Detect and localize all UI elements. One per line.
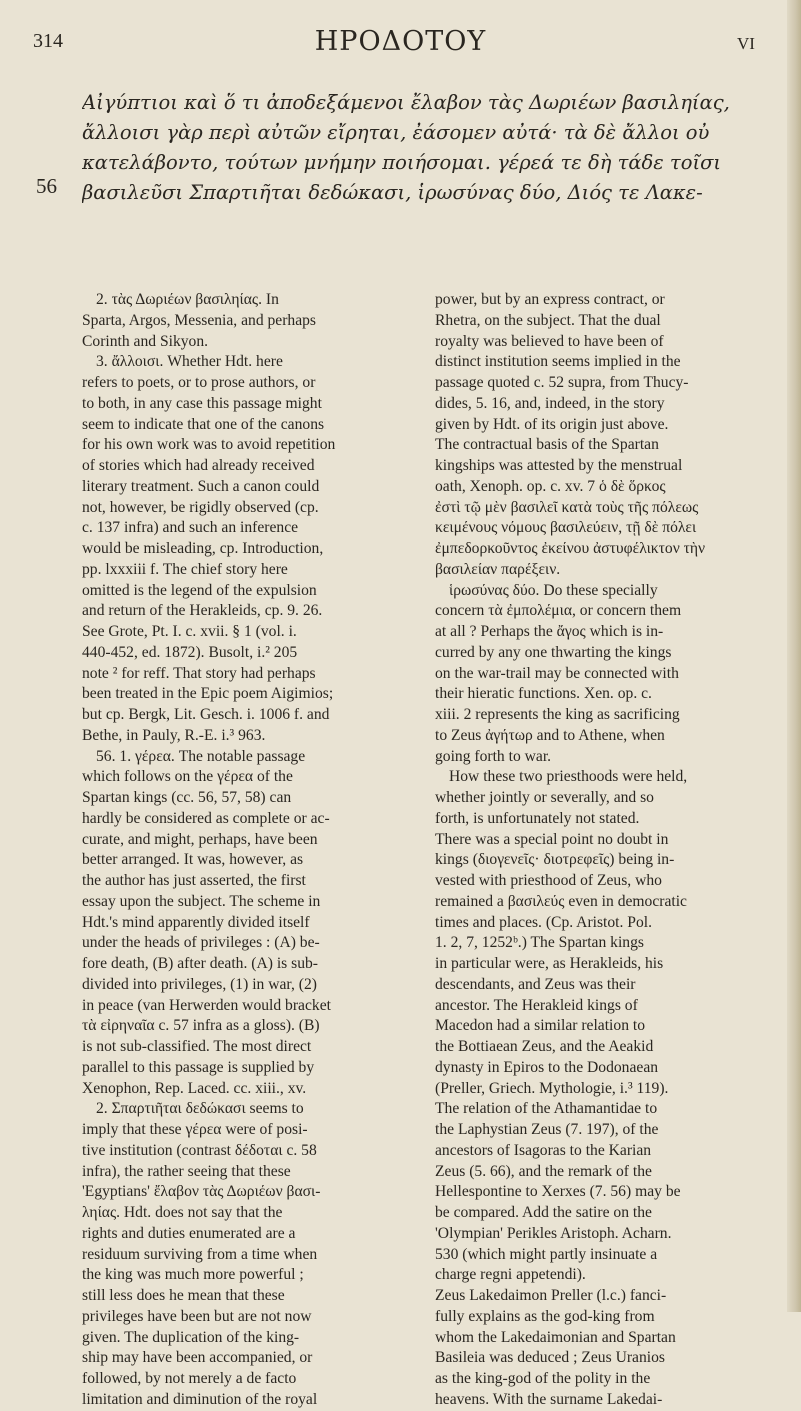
note-line: (Preller, Griech. Mythologie, i.³ 119). xyxy=(435,1079,669,1097)
note-line: whether jointly or severally, and so xyxy=(435,789,654,806)
note-line: hardly be considered as complete or ac- xyxy=(82,809,330,827)
note-line: in peace (van Herwerden would bracket xyxy=(82,996,331,1014)
note-line: royalty was believed to have been of xyxy=(435,332,664,350)
note-line: dynasty in Epiros to the Dodonaean xyxy=(435,1058,659,1076)
note-line: Zeus (5. 66), and the remark of the xyxy=(435,1162,652,1180)
note-line: essay upon the subject. The scheme in xyxy=(82,892,321,910)
note-line: been treated in the Epic poem Aigimios; xyxy=(82,685,334,703)
note-line: passage quoted c. 52 supra, from Thucy- xyxy=(435,374,689,391)
note-line: at all ? Perhaps the ἄγος which is in- xyxy=(435,623,664,640)
note-line: the Laphystian Zeus (7. 197), of the xyxy=(435,1121,659,1138)
note-line: under the heads of privileges : (A) be- xyxy=(82,934,320,952)
note-line: would be misleading, cp. Introduction, xyxy=(82,540,324,557)
note-line: dides, 5. 16, and, indeed, in the story xyxy=(435,394,665,412)
note-line: ἱρωσύνας δύο. Do these specially xyxy=(449,581,658,599)
note-line: curate, and might, perhaps, have been xyxy=(82,830,318,848)
note-line: There was a special point no doubt in xyxy=(435,830,669,848)
note-line: ship may have been accompanied, or xyxy=(82,1349,313,1367)
note-line: forth, is unfortunately not stated. xyxy=(435,809,640,827)
note-line: Spartan kings (cc. 56, 57, 58) can xyxy=(82,789,292,806)
note-line: fore death, (B) after death. (A) is sub- xyxy=(82,955,318,972)
note-line: fully explains as the god-king from xyxy=(435,1307,655,1325)
note-line: of stories which had already received xyxy=(82,457,315,474)
note-line: 2. τὰς Δωριέων βασιληίας. In xyxy=(96,291,279,308)
note-line: their hieratic functions. Xen. op. c. xyxy=(435,685,652,703)
note-line: be compared. Add the satire on the xyxy=(435,1204,652,1221)
note-line: 440-452, ed. 1872). Busolt, i.² 205 xyxy=(82,643,298,661)
note-line: ἐστὶ τῷ μὲν βασιλεῖ κατὰ τοὺς τῆς πόλεως xyxy=(435,498,699,516)
note-line: whom the Lakedaimonian and Spartan xyxy=(435,1328,676,1346)
note-line: Corinth and Sikyon. xyxy=(82,332,209,350)
note-line: which follows on the γέρεα of the xyxy=(82,768,293,786)
note-line: κειμένους νόμους βασιλεύειν, τῇ δὲ πόλει xyxy=(435,519,697,537)
note-line: distinct institution seems implied in the xyxy=(435,353,681,371)
note-line: curred by any one thwarting the kings xyxy=(435,643,672,661)
note-line: ancestor. The Herakleid kings of xyxy=(435,996,638,1014)
note-line: refers to poets, or to prose authors, or xyxy=(82,374,316,391)
note-line: τὰ εἰρηναῖα c. 57 infra as a gloss). (B) xyxy=(82,1017,320,1035)
page-edge xyxy=(787,0,801,1312)
note-line: limitation and diminution of the royal xyxy=(82,1390,318,1408)
section-number: 56 xyxy=(36,174,57,198)
note-line: 2. Σπαρτιῆται δεδώκασι seems to xyxy=(96,1100,304,1118)
note-line: as the king-god of the polity in the xyxy=(435,1370,651,1387)
greek-line: Αἰγύπτιοι καὶ ὅ τι ἀποδεξάμενοι ἔλαβον τὰς Δωριέων βασιληίας, xyxy=(82,91,730,114)
note-line: 56. 1. γέρεα. The notable passage xyxy=(96,747,306,765)
note-line: times and places. (Cp. Aristot. Pol. xyxy=(435,913,652,931)
note-line: the author has just asserted, the first xyxy=(82,872,306,889)
note-line: followed, by not merely a de facto xyxy=(82,1370,297,1387)
note-line: given by Hdt. of its origin just above. xyxy=(435,415,669,433)
note-line: is not sub-classified. The most direct xyxy=(82,1038,312,1055)
note-line: infra), the rather seeing that these xyxy=(82,1162,291,1180)
note-line: to Zeus ἀγήτωρ and to Athene, when xyxy=(435,726,665,744)
note-line: kings (διογενεῖς· διοτρεφεῖς) being in- xyxy=(435,851,675,869)
note-line: oath, Xenoph. op. c. xv. 7 ὁ δὲ ὅρκος xyxy=(435,477,666,495)
note-line: xiii. 2 represents the king as sacrificing xyxy=(435,706,680,723)
note-line: Hdt.'s mind apparently divided itself xyxy=(82,913,310,931)
note-line: 'Egyptians' ἔλαβον τὰς Δωριέων βασι- xyxy=(82,1183,321,1201)
note-line: heavens. With the surname Lakedai- xyxy=(435,1390,663,1408)
book-number: VI xyxy=(737,34,755,53)
greek-line: κατελάβοντο, τούτων μνήμην ποιήσομαι. γέρεά τε δὴ τάδε τοῖσι xyxy=(82,151,722,174)
greek-line: ἄλλοισι γὰρ περὶ αὐτῶν εἴρηται, ἐάσομεν αὐτά· τὰ δὲ ἄλλοι οὐ xyxy=(82,121,710,144)
note-line: The relation of the Athamantidae to xyxy=(435,1100,658,1118)
note-line: the king was much more powerful ; xyxy=(82,1266,304,1284)
note-line: How these two priesthoods were held, xyxy=(449,768,688,786)
note-line: note ² for reff. That story had perhaps xyxy=(82,664,316,682)
note-line: charge regni appetendi). xyxy=(435,1266,586,1284)
note-line: Basileia was deduced ; Zeus Uranios xyxy=(435,1349,665,1367)
note-line: to both, in any case this passage might xyxy=(82,394,322,412)
note-line: βασιλείαν παρέξειν. xyxy=(435,560,561,578)
note-line: ancestors of Isagoras to the Karian xyxy=(435,1141,652,1159)
note-line: but cp. Bergk, Lit. Gesch. i. 1006 f. and xyxy=(82,706,330,723)
note-line: given. The duplication of the king- xyxy=(82,1328,300,1346)
note-line: divided into privileges, (1) in war, (2) xyxy=(82,975,317,993)
note-line: vested with priesthood of Zeus, who xyxy=(435,872,662,889)
note-line: 530 (which might partly insinuate a xyxy=(435,1245,658,1263)
note-line: literary treatment. Such a canon could xyxy=(82,477,320,495)
note-line: power, but by an express contract, or xyxy=(435,291,665,308)
commentary-right-column xyxy=(435,290,770,1411)
note-line: Zeus Lakedaimon Preller (l.c.) fanci- xyxy=(435,1287,667,1304)
note-line: The contractual basis of the Spartan xyxy=(435,436,659,454)
note-line: Hellespontine to Xerxes (7. 56) may be xyxy=(435,1183,681,1201)
note-line: parallel to this passage is supplied by xyxy=(82,1058,315,1076)
note-line: ληίας. Hdt. does not say that the xyxy=(82,1204,283,1221)
note-line: still less does he mean that these xyxy=(82,1287,285,1304)
note-line: the Bottiaean Zeus, and the Aeakid xyxy=(435,1038,654,1055)
note-line: Rhetra, on the subject. That the dual xyxy=(435,311,661,329)
note-line: Bethe, in Pauly, R.-E. i.³ 963. xyxy=(82,726,266,744)
note-line: imply that these γέρεα were of posi- xyxy=(82,1121,308,1138)
note-line: not, however, be rigidly observed (cp. xyxy=(82,498,319,516)
note-line: privileges have been but are not now xyxy=(82,1307,312,1325)
note-line: and return of the Herakleids, cp. 9. 26. xyxy=(82,602,323,620)
note-line: tive institution (contrast δέδοται c. 58 xyxy=(82,1141,317,1159)
commentary-left-column xyxy=(82,290,412,1411)
note-line: c. 137 infra) and such an inference xyxy=(82,519,299,537)
note-line: on the war-trail may be connected with xyxy=(435,664,679,682)
note-line: omitted is the legend of the expulsion xyxy=(82,581,317,599)
note-line: for his own work was to avoid repetition xyxy=(82,436,336,454)
note-line: 'Olympian' Perikles Aristoph. Acharn. xyxy=(435,1224,672,1242)
note-line: descendants, and Zeus was their xyxy=(435,975,636,993)
note-line: See Grote, Pt. I. c. xvii. § 1 (vol. i. xyxy=(82,623,297,640)
note-line: seem to indicate that one of the canons xyxy=(82,415,325,433)
page-number: 314 xyxy=(33,30,63,52)
greek-text xyxy=(82,88,762,208)
note-line: pp. lxxxiii f. The chief story here xyxy=(82,560,288,578)
note-line: ἐμπεδορκοῦντος ἐκείνου ἀστυφέλικτον τὴν xyxy=(435,540,706,557)
greek-line: βασιλεῦσι Σπαρτιῆται δεδώκασι, ἱρωσύνας δύο, Διός τε Λακε- xyxy=(82,181,703,204)
note-line: 3. ἄλλοισι. Whether Hdt. here xyxy=(96,353,283,371)
note-line: Sparta, Argos, Messenia, and perhaps xyxy=(82,311,317,329)
note-line: residuum surviving from a time when xyxy=(82,1245,318,1263)
note-line: better arranged. It was, however, as xyxy=(82,851,304,869)
note-line: kingships was attested by the menstrual xyxy=(435,457,683,474)
note-line: remained a βασιλεύς even in democratic xyxy=(435,892,687,910)
note-line: going forth to war. xyxy=(435,747,552,765)
running-head: ΗΡΟΔΟΤΟΥ xyxy=(314,26,487,57)
note-line: Xenophon, Rep. Laced. cc. xiii., xv. xyxy=(82,1079,307,1097)
note-line: in particular were, as Herakleids, his xyxy=(435,955,664,972)
note-line: concern τὰ ἐμπολέμια, or concern them xyxy=(435,602,682,620)
note-line: 1. 2, 7, 1252ᵇ.) The Spartan kings xyxy=(435,934,644,952)
note-line: rights and duties enumerated are a xyxy=(82,1224,296,1242)
note-line: Macedon had a similar relation to xyxy=(435,1017,646,1035)
